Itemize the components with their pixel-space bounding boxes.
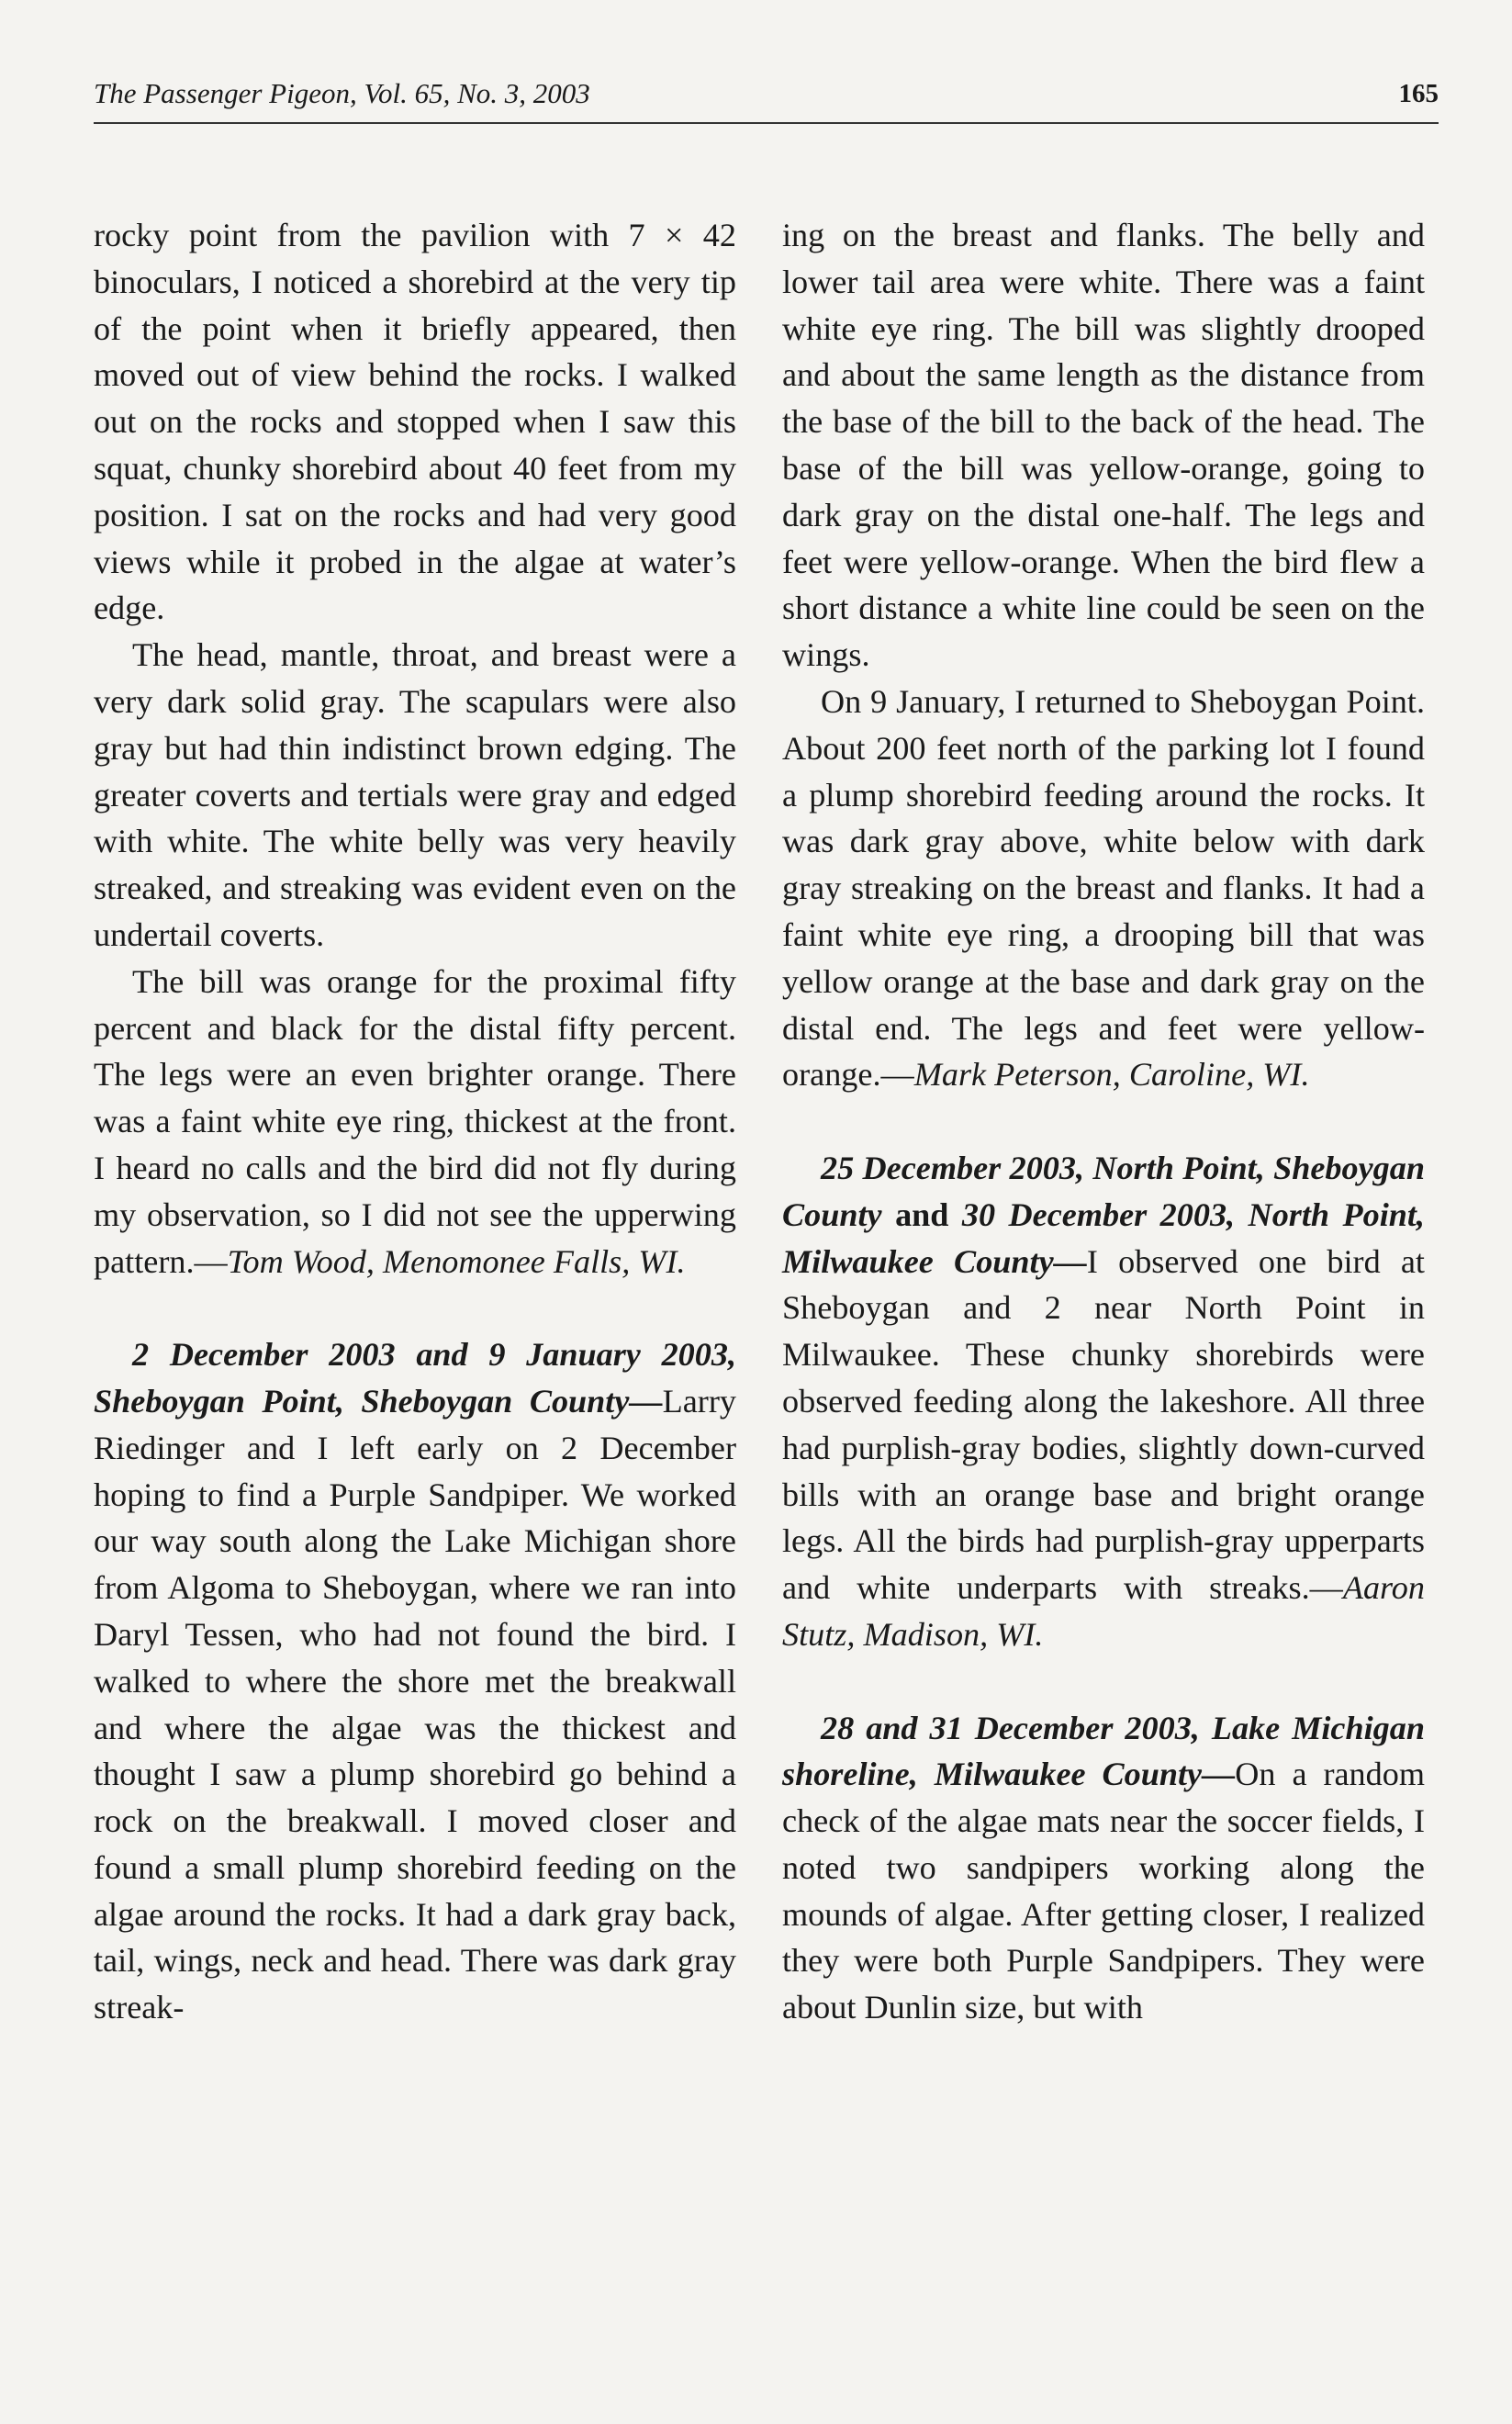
record-entry (782, 1145, 1425, 1658)
paragraph: The head, mantle, throat, and breast were a very dark solid gray. The scapulars were also gray but had thin indistinct brown edging. The greater coverts and tertials were gray and edged with white. The white belly was very heavily streaked, and streaking was evident even on the undertail coverts. (94, 636, 736, 953)
record-heading: 30 December 2003, North Point, Milwaukee County— (782, 1195, 1425, 1280)
record-text: Larry Riedinger and I left early on 2 December hoping to find a Purple Sandpiper. We worked our way south along the Lake Michigan shore from Algoma to Sheboygan, where we ran into Daryl Tessen, who had not found the bird. I walked to where the shore met the breakwall and where the algae was the thickest and thought I saw a plump shorebird go behind a rock on the breakwall. I moved closer and found a small plump shorebird feeding on the algae around the rocks. It had a dark gray back, tail, wings, neck and head. There was dark gray streak- (94, 1382, 736, 2026)
paragraph (94, 959, 736, 1285)
record-heading: 25 December 2003, North Point, Sheboygan County (782, 1149, 1425, 1233)
paragraph: ing on the breast and flanks. The belly and lower tail area were white. There was a faint white eye ring. The bill was slightly drooped and about the same length as the distance from the base of the bill to the back of the head. The base of the bill was yellow-orange, going to dark gray on the distal one-half. The legs and feet were yellow-orange. When the bird flew a short distance a white line could be seen on the wings. (782, 217, 1425, 674)
paragraph: rocky point from the pavilion with 7 × 42 binoculars, I noticed a shorebird at the very tip of the point when it briefly appeared, then moved out of view behind the rocks. I walked out on the rocks and stopped when I saw this squat, chunky shorebird about 40 feet from my position. I sat on the rocks and had very good views while it probed in the algae at water’s edge. (94, 217, 736, 627)
paragraph-text: On 9 January, I returned to Sheboygan Point. About 200 feet north of the parking lot I found a plump shorebird feeding around the rocks. It was dark gray above, white below with dark gray streaking on the breast and flanks. It had a faint white eye ring, a drooping bill that was yellow orange at the base and dark gray on the distal end. The legs and feet were yellow-orange.— (782, 682, 1425, 1094)
observer-signature: Mark Peterson, Caroline, WI. (913, 1056, 1310, 1094)
record-heading: 2 December 2003 and 9 January 2003, Sheboygan Point, Sheboygan County— (94, 1336, 736, 1420)
observer-signature: Aaron Stutz, Madison, WI. (782, 1569, 1425, 1653)
running-header (94, 72, 1439, 118)
record-text: I observed one bird at Sheboygan and 2 near North Point in Milwaukee. These chunky shorebirds were observed feeding along the lakeshore. All three had purplish-gray bodies, slightly down-curved bills with an orange base and bright orange legs. All the birds had purplish-gray upperparts and white underparts with streaks.— (782, 1242, 1425, 1607)
header-rule (94, 122, 1439, 124)
journal-citation: The Passenger Pigeon, Vol. 65, No. 3, 2003 (94, 77, 590, 109)
record-text: On a random check of the algae mats near the soccer fields, I noted two sandpipers working along the mounds of algae. After getting closer, I realized they were both Purple Sandpipers. They were about Dunlin size, but with (782, 1756, 1425, 2026)
record-entry (782, 1705, 1425, 2032)
left-column (94, 212, 736, 2031)
paragraph-text: The bill was orange for the proximal fifty percent and black for the distal fifty percent. The legs were an even brighter orange. There was a faint white eye ring, thickest at the front. I heard no calls and the bird did not fly during my observation, so I did not see the upperwing pattern.— (94, 962, 736, 1280)
record-heading-conjunction: and (881, 1195, 962, 1233)
page-number: 165 (1398, 79, 1439, 108)
observer-signature: Tom Wood, Menomonee Falls, WI. (227, 1242, 686, 1280)
record-heading: 28 and 31 December 2003, Lake Michigan shoreline, Milwaukee County— (782, 1709, 1425, 1793)
right-column (782, 212, 1425, 2031)
paragraph (782, 679, 1425, 1098)
record-entry (94, 1331, 736, 2031)
